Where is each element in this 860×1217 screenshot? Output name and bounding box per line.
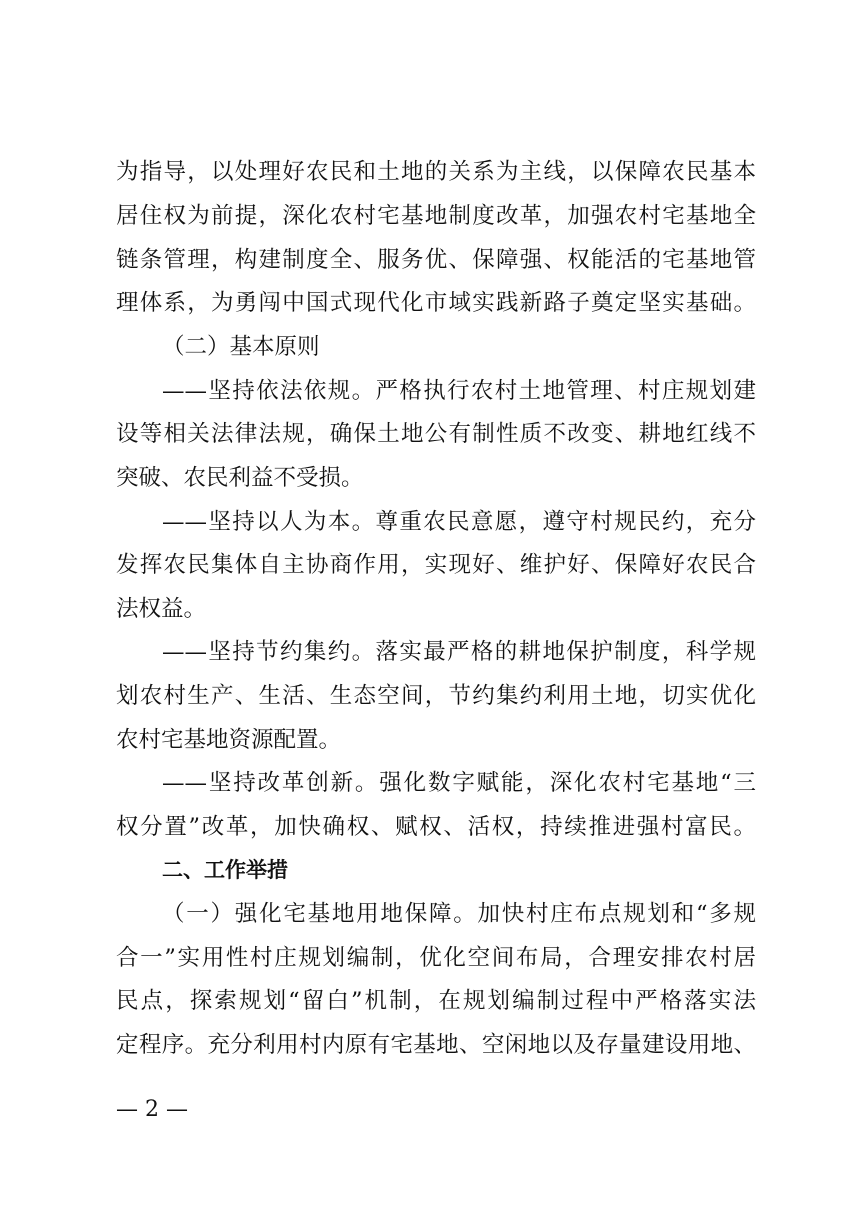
body-line: 发挥农民集体自主协商作用，实现好、维护好、保障好农民合 <box>116 552 756 578</box>
body-line: 理体系，为勇闯中国式现代化市域实践新路子奠定坚实基础。 <box>116 290 756 316</box>
body-line: 合一”实用性村庄规划编制，优化空间布局，合理安排农村居 <box>116 945 756 971</box>
body-line: ——坚持依法依规。严格执行农村土地管理、村庄规划建 <box>162 378 756 404</box>
body-line: 居住权为前提，深化农村宅基地制度改革，加强农村宅基地全 <box>116 203 756 229</box>
body-line: 链条管理，构建制度全、服务优、保障强、权能活的宅基地管 <box>116 247 756 273</box>
section-subheading: （二）基本原则 <box>162 334 320 360</box>
body-line: 法权益。 <box>116 596 207 622</box>
body-line: 农村宅基地资源配置。 <box>116 727 342 753</box>
body-line: 为指导，以处理好农民和土地的关系为主线，以保障农民基本 <box>116 159 756 185</box>
body-line: 突破、农民利益不受损。 <box>116 465 364 491</box>
body-line: 设等相关法律法规，确保土地公有制性质不改变、耕地红线不 <box>116 421 756 447</box>
body-line: （一）强化宅基地用地保障。加快村庄布点规划和“多规 <box>162 901 756 927</box>
page-number: — 2 — <box>116 1097 188 1122</box>
section-heading: 二、工作举措 <box>162 858 288 882</box>
body-line: ——坚持节约集约。落实最严格的耕地保护制度，科学规 <box>162 639 756 665</box>
body-line: 民点，探索规划“留白”机制，在规划编制过程中严格落实法 <box>116 988 756 1014</box>
body-line: ——坚持以人为本。尊重农民意愿，遵守村规民约，充分 <box>162 509 756 535</box>
body-line: 权分置”改革，加快确权、赋权、活权，持续推进强村富民。 <box>116 814 756 840</box>
body-line: 定程序。充分利用村内原有宅基地、空闲地以及存量建设用地、 <box>116 1032 756 1058</box>
body-line: 划农村生产、生活、生态空间，节约集约利用土地，切实优化 <box>116 683 756 709</box>
body-line: ——坚持改革创新。强化数字赋能，深化农村宅基地“三 <box>162 770 756 796</box>
